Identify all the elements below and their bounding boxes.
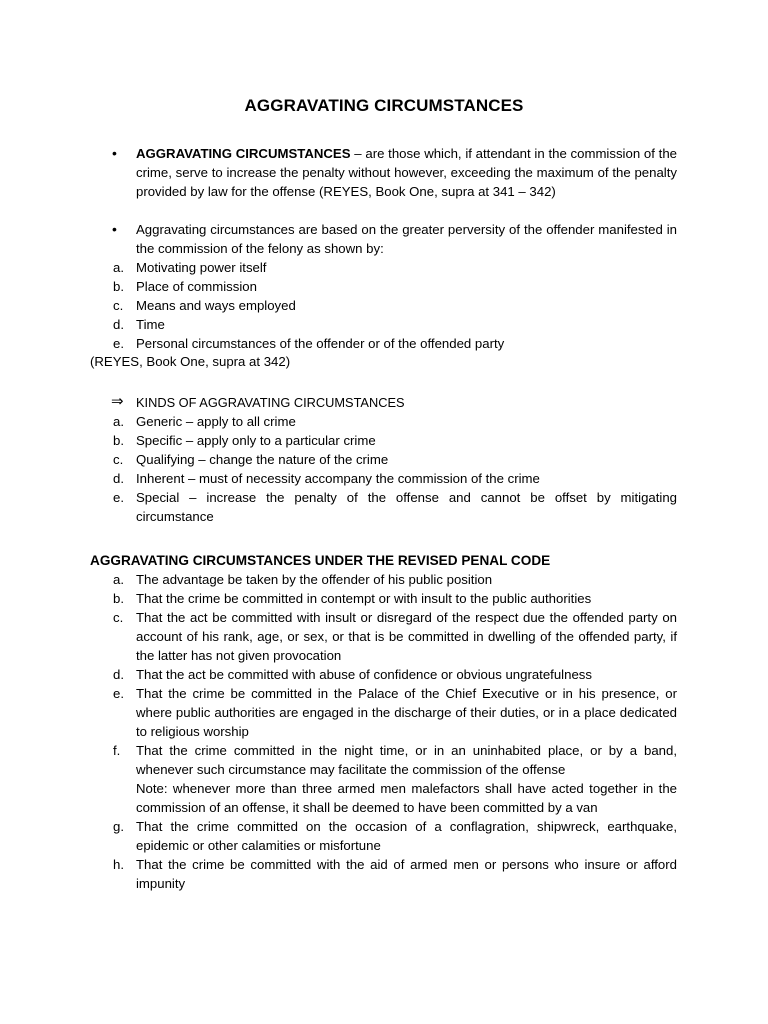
definition-term: AGGRAVATING CIRCUMSTANCES [136, 146, 351, 161]
rpc-heading: AGGRAVATING CIRCUMSTANCES UNDER THE REVISED PENAL CODE [90, 553, 551, 568]
list-item: c. That the act be committed with insult or disregard of the respect due the offended party on account of his rank, age, or sex, or that is be committed in dwelling of the offended party, if the latter has not given provocation [113, 610, 677, 663]
page-title: AGGRAVATING CIRCUMSTANCES [244, 96, 524, 115]
list-item: d. Inherent – must of necessity accompany the commission of the crime [113, 471, 540, 486]
list-item: d. Time [113, 317, 165, 332]
list-item: b. That the crime be committed in contempt or with insult to the public authorities [113, 591, 592, 606]
citation: (REYES, Book One, supra at 342) [90, 354, 291, 369]
definition-text: – are those which, if attendant in the commission of the crime, serve to increase the penalty without however, exceeding the maximum of the penalty provided by law for the offense (REYES, Book One, supra at 341 – 342) [136, 146, 677, 199]
perversity-list [0, 258, 768, 353]
perversity-paragraph: Aggravating circumstances are based on the greater perversity of the offender manifested in the commission of the felony as shown by: [136, 222, 677, 256]
list-item: a. Motivating power itself [113, 260, 267, 275]
list-item: b. Specific – apply only to a particular crime [113, 433, 376, 448]
definition-paragraph [136, 144, 677, 201]
list-item: c. Means and ways employed [113, 298, 296, 313]
list-item: g. That the crime committed on the occasion of a conflagration, shipwreck, earthquake, epidemic or other calamities or misfortune [113, 819, 677, 853]
list-item: c. Qualifying – change the nature of the crime [113, 452, 389, 467]
list-item: e. Special – increase the penalty of the offense and cannot be offset by mitigating circumstance [113, 490, 677, 524]
rpc-list [0, 570, 768, 893]
bullet-icon: • [112, 221, 117, 237]
list-item: a. Generic – apply to all crime [113, 414, 296, 429]
note-text: Note: whenever more than three armed men malefactors shall have acted together in the commission of an offense, it shall be deemed to have been committed by a van [136, 781, 677, 815]
list-item: e. That the crime be committed in the Palace of the Chief Executive or in his presence, or where public authorities are engaged in the discharge of their duties, or in a place dedicated to religious worship [113, 686, 677, 739]
list-item: f. That the crime committed in the night time, or in an uninhabited place, or by a band, whenever such circumstance may facilitate the commission of the offense Note: whenever more than three armed men malefactors shall have acted together in the commission of an offense, it shall be deemed to have been committed by a van [113, 743, 677, 815]
list-item: d. That the act be committed with abuse of confidence or obvious ungratefulness [113, 667, 592, 682]
kinds-heading: KINDS OF AGGRAVATING CIRCUMSTANCES [136, 395, 405, 410]
list-item: h. That the crime be committed with the aid of armed men or persons who insure or afford impunity [113, 857, 677, 891]
list-item: a. The advantage be taken by the offender of his public position [113, 572, 493, 587]
list-item: e. Personal circumstances of the offender or of the offended party [113, 336, 505, 351]
list-item: b. Place of commission [113, 279, 257, 294]
arrow-icon: ⇒ [111, 393, 124, 410]
kinds-list [0, 412, 768, 526]
bullet-icon: • [112, 145, 117, 161]
